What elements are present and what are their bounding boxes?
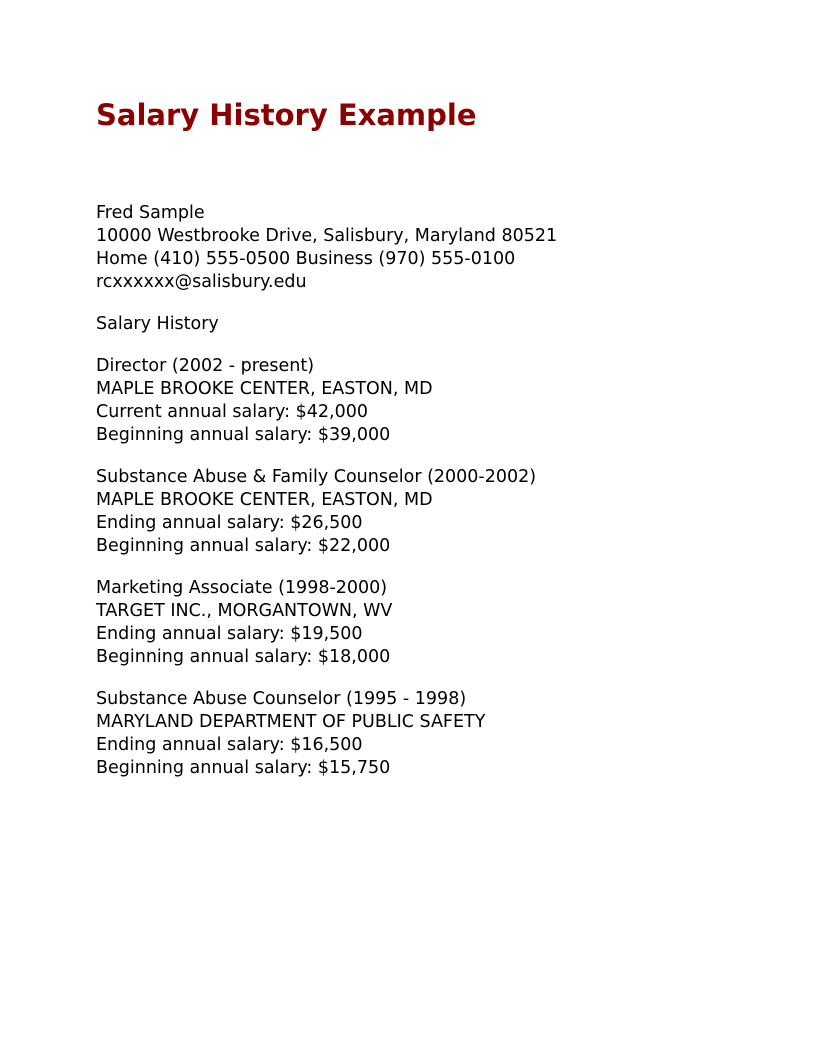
position-title: Substance Abuse Counselor (1995 - 1998)	[96, 689, 467, 709]
position-employer: MAPLE BROOKE CENTER, EASTON, MD	[96, 379, 433, 399]
position-salary: Beginning annual salary: $39,000	[96, 425, 391, 445]
section-heading: Salary History	[96, 314, 219, 334]
position-employer: MARYLAND DEPARTMENT OF PUBLIC SAFETY	[96, 712, 486, 732]
position-salary: Ending annual salary: $16,500	[96, 735, 363, 755]
position-title: Substance Abuse & Family Counselor (2000-2002)	[96, 467, 537, 487]
spacer	[96, 336, 776, 355]
spacer	[96, 558, 776, 577]
position-salary: Ending annual salary: $19,500	[96, 624, 363, 644]
position-salary: Beginning annual salary: $18,000	[96, 647, 391, 667]
position-employer: TARGET INC., MORGANTOWN, WV	[96, 601, 393, 621]
contact-email: rcxxxxxx@salisbury.edu	[96, 272, 307, 292]
spacer	[96, 294, 776, 313]
page-title: Salary History Example	[96, 98, 477, 132]
position-employer: MAPLE BROOKE CENTER, EASTON, MD	[96, 490, 433, 510]
contact-phones: Home (410) 555-0500 Business (970) 555-0100	[96, 249, 516, 269]
position-salary: Ending annual salary: $26,500	[96, 513, 363, 533]
position-entry	[96, 577, 776, 669]
document-body	[96, 202, 776, 780]
position-salary: Beginning annual salary: $15,750	[96, 758, 391, 778]
contact-name: Fred Sample	[96, 203, 205, 223]
position-entry	[96, 466, 776, 558]
spacer	[96, 669, 776, 688]
position-salary: Beginning annual salary: $22,000	[96, 536, 391, 556]
position-title: Director (2002 - present)	[96, 356, 315, 376]
position-title: Marketing Associate (1998-2000)	[96, 578, 388, 598]
contact-address: 10000 Westbrooke Drive, Salisbury, Maryland 80521	[96, 226, 558, 246]
position-entry	[96, 688, 776, 780]
contact-block	[96, 202, 776, 294]
position-entry	[96, 355, 776, 447]
position-salary: Current annual salary: $42,000	[96, 402, 368, 422]
spacer	[96, 447, 776, 466]
